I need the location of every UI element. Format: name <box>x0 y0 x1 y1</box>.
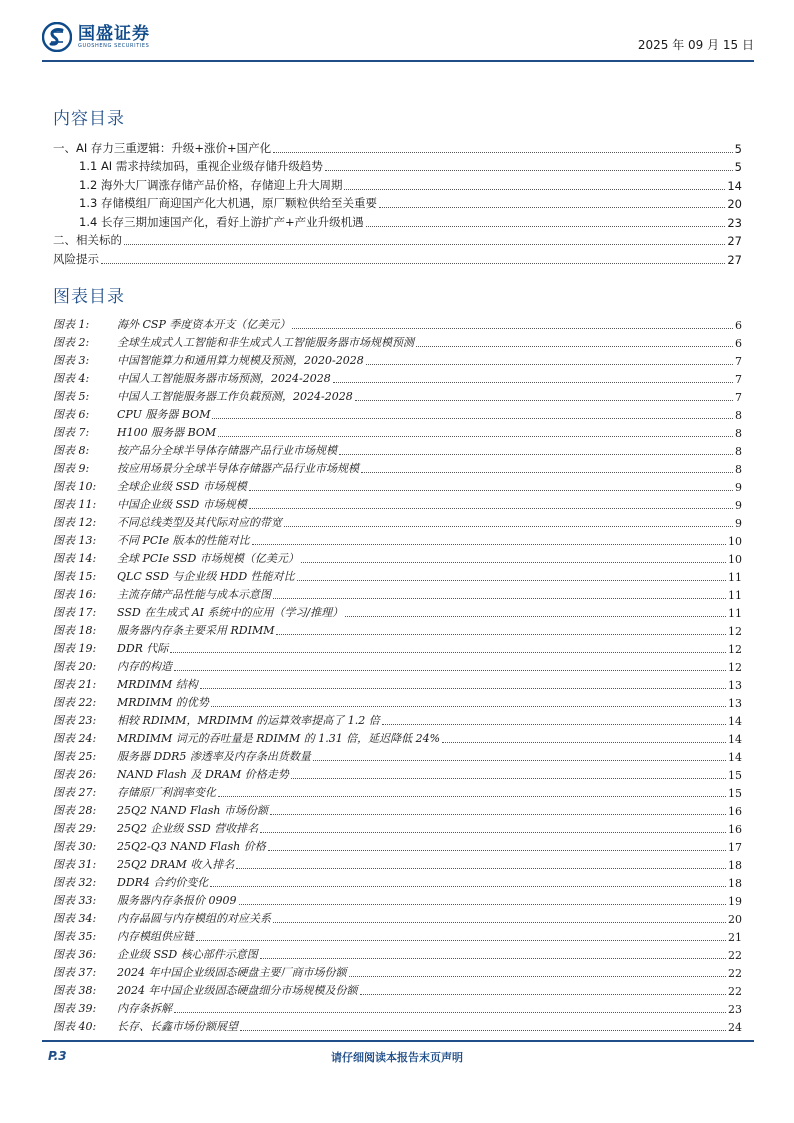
toc-entry-text: 二、相关标的 <box>53 233 122 247</box>
figure-entry[interactable] <box>53 746 742 764</box>
figure-title: 全球生成式人工智能和非生成式人工智能服务器市场规模预测 <box>117 336 414 349</box>
figure-page: 12 <box>728 625 742 638</box>
figure-title: QLC SSD 与企业级 HDD 性能对比 <box>117 570 295 583</box>
disclaimer-note: 请仔细阅读本报告末页声明 <box>331 1051 463 1064</box>
figure-entry[interactable] <box>53 836 742 854</box>
leader-dots <box>249 490 733 491</box>
figure-entry[interactable] <box>53 332 742 350</box>
figure-title: 海外 CSP 季度资本开支（亿美元） <box>117 318 291 331</box>
figure-title: 中国人工智能服务器工作负载预测，2024-2028 <box>117 390 353 403</box>
figure-number: 图表 35: <box>53 930 97 943</box>
leader-dots <box>211 706 726 707</box>
figure-number: 图表 32: <box>53 876 97 889</box>
figure-page: 17 <box>728 841 742 854</box>
leader-dots <box>273 922 726 923</box>
figure-page: 13 <box>728 697 742 710</box>
figure-entry[interactable] <box>53 368 742 386</box>
logo-cn-text: 国盛证券 <box>78 23 150 44</box>
figure-number: 图表 34: <box>53 912 97 925</box>
figure-number: 图表 29: <box>53 822 97 835</box>
leader-dots <box>218 796 726 797</box>
figure-title: 2024 年中国企业级固态硬盘细分市场规模及份额 <box>117 984 358 997</box>
figure-page: 22 <box>728 949 742 962</box>
figure-number: 图表 10: <box>53 480 97 493</box>
leader-dots <box>333 382 733 383</box>
company-logo <box>42 22 150 52</box>
figure-entry[interactable] <box>53 908 742 926</box>
figure-entry[interactable] <box>53 890 742 908</box>
figure-number: 图表 15: <box>53 570 97 583</box>
figure-entry[interactable] <box>53 854 742 872</box>
header-divider <box>42 60 754 62</box>
figure-entry[interactable] <box>53 872 742 890</box>
figure-number: 图表 23: <box>53 714 97 727</box>
figure-title: DDR4 合约价变化 <box>117 876 209 889</box>
figure-title: 中国企业级 SSD 市场规模 <box>117 498 247 511</box>
figure-title: 不同 PCIe 版本的性能对比 <box>117 534 250 547</box>
leader-dots <box>344 189 725 190</box>
figure-number: 图表 40: <box>53 1020 97 1033</box>
figure-title: 内存的构造 <box>117 660 172 673</box>
figure-entry[interactable] <box>53 530 742 548</box>
figure-entry[interactable] <box>53 620 742 638</box>
leader-dots <box>313 760 726 761</box>
toc-entry[interactable] <box>53 156 742 175</box>
footer-divider <box>42 1040 754 1042</box>
leader-dots <box>270 814 726 815</box>
figure-number: 图表 31: <box>53 858 97 871</box>
toc-entry-text: 风险提示 <box>53 251 99 266</box>
figure-page: 14 <box>728 751 742 764</box>
figure-entry[interactable] <box>53 440 742 458</box>
figure-entry[interactable] <box>53 818 742 836</box>
figure-title: 服务器内存条主要采用 RDIMM <box>117 624 275 637</box>
figure-page: 22 <box>728 967 742 980</box>
figure-number: 图表 28: <box>53 804 97 817</box>
figure-title: 全球 PCIe SSD 市场规模（亿美元） <box>117 552 299 565</box>
figure-title: 2024 年中国企业级固态硬盘主要厂商市场份额 <box>117 966 347 979</box>
figure-list <box>53 314 742 1034</box>
figure-page: 24 <box>728 1021 742 1034</box>
toc-entry[interactable] <box>53 137 742 156</box>
toc-title: 内容目录 <box>53 109 125 129</box>
leader-dots <box>292 328 733 329</box>
figure-number: 图表 8: <box>53 444 90 457</box>
figure-page: 7 <box>735 391 742 404</box>
leader-dots <box>252 544 726 545</box>
figure-title: 企业级 SSD 核心部件示意图 <box>117 948 258 961</box>
figure-page: 22 <box>728 985 742 998</box>
leader-dots <box>325 170 733 171</box>
figure-number: 图表 3: <box>53 354 90 367</box>
leader-dots <box>239 904 727 905</box>
leader-dots <box>284 526 733 527</box>
figure-number: 图表 6: <box>53 408 90 421</box>
figure-entry[interactable] <box>53 656 742 674</box>
leader-dots <box>273 152 732 153</box>
figure-number: 图表 37: <box>53 966 97 979</box>
figure-number: 图表 11: <box>53 498 97 511</box>
figure-entry[interactable] <box>53 782 742 800</box>
figure-title: 25Q2 NAND Flash 市场份额 <box>117 804 268 817</box>
toc-entry[interactable] <box>53 211 742 230</box>
toc-entry-text: 一、AI 存力三重逻辑：升级+涨价+国产化 <box>53 140 272 155</box>
toc-entry-page: 27 <box>727 234 742 248</box>
figure-page: 9 <box>735 481 742 494</box>
leader-dots <box>416 346 733 347</box>
toc-entry[interactable] <box>53 248 742 267</box>
figure-entry[interactable] <box>53 512 742 530</box>
report-date: 2025 年 09 月 15 日 <box>637 38 754 52</box>
figure-entry[interactable] <box>53 944 742 962</box>
figure-page: 14 <box>728 715 742 728</box>
figure-number: 图表 26: <box>53 768 97 781</box>
figure-number: 图表 16: <box>53 588 97 601</box>
figure-entry[interactable] <box>53 800 742 818</box>
figure-page: 15 <box>728 769 742 782</box>
toc-entry[interactable] <box>53 174 742 193</box>
figure-page: 9 <box>735 517 742 530</box>
toc-entry-text: 1.3 存储模组厂商迎国产化大机遇，原厂颗粒供给至关重要 <box>79 196 377 210</box>
figure-page: 7 <box>735 355 742 368</box>
figure-entry[interactable] <box>53 584 742 602</box>
figure-title: 全球企业级 SSD 市场规模 <box>117 480 247 493</box>
figure-page: 11 <box>728 571 742 584</box>
page-header <box>42 22 754 58</box>
leader-dots <box>301 562 726 563</box>
leader-dots <box>382 724 726 725</box>
figure-title: MRDIMM 的优势 <box>117 696 209 709</box>
figure-number: 图表 19: <box>53 642 97 655</box>
figure-entry[interactable] <box>53 458 742 476</box>
figure-entry[interactable] <box>53 962 742 980</box>
figure-number: 图表 9: <box>53 462 90 475</box>
figure-entry[interactable] <box>53 566 742 584</box>
leader-dots <box>236 868 726 869</box>
figure-page: 8 <box>735 445 742 458</box>
figure-title: 按应用场景分全球半导体存储器产品行业市场规模 <box>117 462 359 475</box>
figure-entry[interactable] <box>53 422 742 440</box>
leader-dots <box>260 958 726 959</box>
figure-entry[interactable] <box>53 980 742 998</box>
figure-title: SSD 在生成式 AI 系统中的应用（学习/推理） <box>117 606 344 619</box>
figure-number: 图表 14: <box>53 552 97 565</box>
leader-dots <box>249 508 733 509</box>
figure-number: 图表 7: <box>53 426 90 439</box>
toc-entry-page: 5 <box>734 160 742 174</box>
figure-number: 图表 20: <box>53 660 97 673</box>
figure-entry[interactable] <box>53 314 742 332</box>
leader-dots <box>200 688 726 689</box>
toc-entry-text: 1.2 海外大厂调涨存储产品价格，存储迎上升大周期 <box>79 177 343 192</box>
figure-entry[interactable] <box>53 350 742 368</box>
figure-number: 图表 24: <box>53 732 97 745</box>
figure-number: 图表 30: <box>53 840 97 853</box>
figure-number: 图表 2: <box>53 336 90 349</box>
toc-entry-page: 20 <box>727 197 742 211</box>
figure-title: 主流存储产品性能与成本示意图 <box>117 588 271 601</box>
figure-page: 23 <box>728 1003 742 1016</box>
logo-en-text: GUOSHENG SECURITIES <box>78 42 150 49</box>
leader-dots <box>339 454 733 455</box>
figure-title: 不同总线类型及其代际对应的带宽 <box>117 516 282 529</box>
figure-number: 图表 33: <box>53 894 97 907</box>
figure-number: 图表 18: <box>53 624 97 637</box>
figure-page: 10 <box>728 553 742 566</box>
figure-entry[interactable] <box>53 476 742 494</box>
figure-page: 10 <box>728 535 742 548</box>
figure-entry[interactable] <box>53 386 742 404</box>
figure-entry[interactable] <box>53 548 742 566</box>
figure-page: 19 <box>728 895 742 908</box>
toc-entry-page: 14 <box>727 178 742 193</box>
figure-list-title: 图表目录 <box>53 287 125 307</box>
figure-number: 图表 12: <box>53 516 97 529</box>
figure-title: DDR 代际 <box>117 642 169 655</box>
figure-title: 相较 RDIMM，MRDIMM 的运算效率提高了 1.2 倍 <box>117 714 380 727</box>
figure-number: 图表 17: <box>53 606 97 619</box>
page-number: P.3 <box>48 1049 67 1063</box>
guosheng-logo-icon <box>42 22 72 52</box>
figure-number: 图表 39: <box>53 1002 97 1015</box>
leader-dots <box>297 580 726 581</box>
leader-dots <box>174 1012 726 1013</box>
figure-number: 图表 25: <box>53 750 97 763</box>
figure-page: 14 <box>728 733 742 746</box>
toc-entry-page: 27 <box>727 252 742 267</box>
figure-page: 7 <box>735 373 742 386</box>
figure-title: 服务器 DDR5 渗透率及内存条出货数量 <box>117 750 311 763</box>
toc-list <box>53 137 742 267</box>
figure-entry[interactable] <box>53 1016 742 1034</box>
figure-page: 16 <box>728 823 742 836</box>
figure-title: MRDIMM 结构 <box>117 678 198 691</box>
figure-title: CPU 服务器 BOM <box>117 408 211 421</box>
figure-entry[interactable] <box>53 602 742 620</box>
figure-number: 图表 38: <box>53 984 97 997</box>
figure-page: 21 <box>728 931 742 944</box>
figure-page: 20 <box>728 913 742 926</box>
leader-dots <box>361 472 733 473</box>
figure-page: 6 <box>735 319 742 332</box>
figure-title: MRDIMM 词元的吞吐量是 RDIMM 的 1.31 倍，延迟降低 24% <box>117 732 441 745</box>
figure-title: 中国智能算力和通用算力规模及预测，2020-2028 <box>117 354 364 367</box>
leader-dots <box>170 652 726 653</box>
figure-title: 25Q2-Q3 NAND Flash 价格 <box>117 840 266 853</box>
figure-page: 18 <box>728 877 742 890</box>
figure-entry[interactable] <box>53 404 742 422</box>
figure-number: 图表 13: <box>53 534 97 547</box>
figure-page: 15 <box>728 787 742 800</box>
leader-dots <box>240 1030 726 1031</box>
leader-dots <box>218 436 733 437</box>
figure-entry[interactable] <box>53 728 742 746</box>
leader-dots <box>349 976 727 977</box>
leader-dots <box>273 598 726 599</box>
figure-number: 图表 1: <box>53 318 90 331</box>
leader-dots <box>276 634 726 635</box>
figure-title: 25Q2 DRAM 收入排名 <box>117 858 235 871</box>
figure-number: 图表 4: <box>53 372 90 385</box>
figure-number: 图表 22: <box>53 696 97 709</box>
figure-number: 图表 36: <box>53 948 97 961</box>
figure-page: 8 <box>735 463 742 476</box>
figure-title: 25Q2 企业级 SSD 营收排名 <box>117 822 259 835</box>
figure-title: 存储原厂利润率变化 <box>117 786 216 799</box>
figure-entry[interactable] <box>53 638 742 656</box>
figure-page: 16 <box>728 805 742 818</box>
figure-page: 12 <box>728 661 742 674</box>
leader-dots <box>366 226 726 227</box>
toc-entry[interactable] <box>53 193 742 212</box>
figure-page: 11 <box>728 607 742 620</box>
toc-entry-page: 5 <box>734 141 742 156</box>
leader-dots <box>174 670 726 671</box>
figure-title: 内存晶圆与内存模组的对应关系 <box>117 912 271 925</box>
figure-page: 11 <box>728 589 742 602</box>
figure-title: 内存条拆解 <box>117 1002 172 1015</box>
leader-dots <box>196 940 726 941</box>
figure-title: H100 服务器 BOM <box>117 426 217 439</box>
figure-title: NAND Flash 及 DRAM 价格走势 <box>117 768 289 781</box>
figure-title: 内存模组供应链 <box>117 930 194 943</box>
figure-title: 服务器内存条报价 0909 <box>117 894 237 907</box>
leader-dots <box>442 742 726 743</box>
leader-dots <box>379 207 725 208</box>
figure-entry[interactable] <box>53 674 742 692</box>
toc-entry[interactable] <box>53 230 742 249</box>
figure-entry[interactable] <box>53 926 742 944</box>
figure-title: 中国人工智能服务器市场预测，2024-2028 <box>117 372 331 385</box>
figure-entry[interactable] <box>53 710 742 728</box>
figure-page: 18 <box>728 859 742 872</box>
figure-page: 6 <box>735 337 742 350</box>
figure-page: 8 <box>735 409 742 422</box>
figure-entry[interactable] <box>53 692 742 710</box>
leader-dots <box>291 778 726 779</box>
figure-entry[interactable] <box>53 998 742 1016</box>
leader-dots <box>268 850 726 851</box>
figure-page: 12 <box>728 643 742 656</box>
leader-dots <box>101 263 725 264</box>
toc-entry-page: 23 <box>727 215 742 230</box>
toc-entry-text: 1.4 长存三期加速国产化，看好上游扩产+产业升级机遇 <box>79 214 364 229</box>
leader-dots <box>210 886 726 887</box>
figure-title: 长存、长鑫市场份额展望 <box>117 1020 238 1033</box>
figure-page: 13 <box>728 679 742 692</box>
leader-dots <box>355 400 733 401</box>
leader-dots <box>360 994 727 995</box>
figure-entry[interactable] <box>53 764 742 782</box>
leader-dots <box>366 364 733 365</box>
figure-entry[interactable] <box>53 494 742 512</box>
toc-entry-text: 1.1 AI 需求持续加码，重视企业级存储升级趋势 <box>79 159 323 173</box>
figure-title: 按产品分全球半导体存储器产品行业市场规模 <box>117 444 337 457</box>
figure-page: 8 <box>735 427 742 440</box>
leader-dots <box>345 616 726 617</box>
leader-dots <box>260 832 726 833</box>
figure-number: 图表 27: <box>53 786 97 799</box>
leader-dots <box>124 244 725 245</box>
figure-page: 9 <box>735 499 742 512</box>
figure-number: 图表 5: <box>53 390 90 403</box>
leader-dots <box>212 418 733 419</box>
figure-number: 图表 21: <box>53 678 97 691</box>
